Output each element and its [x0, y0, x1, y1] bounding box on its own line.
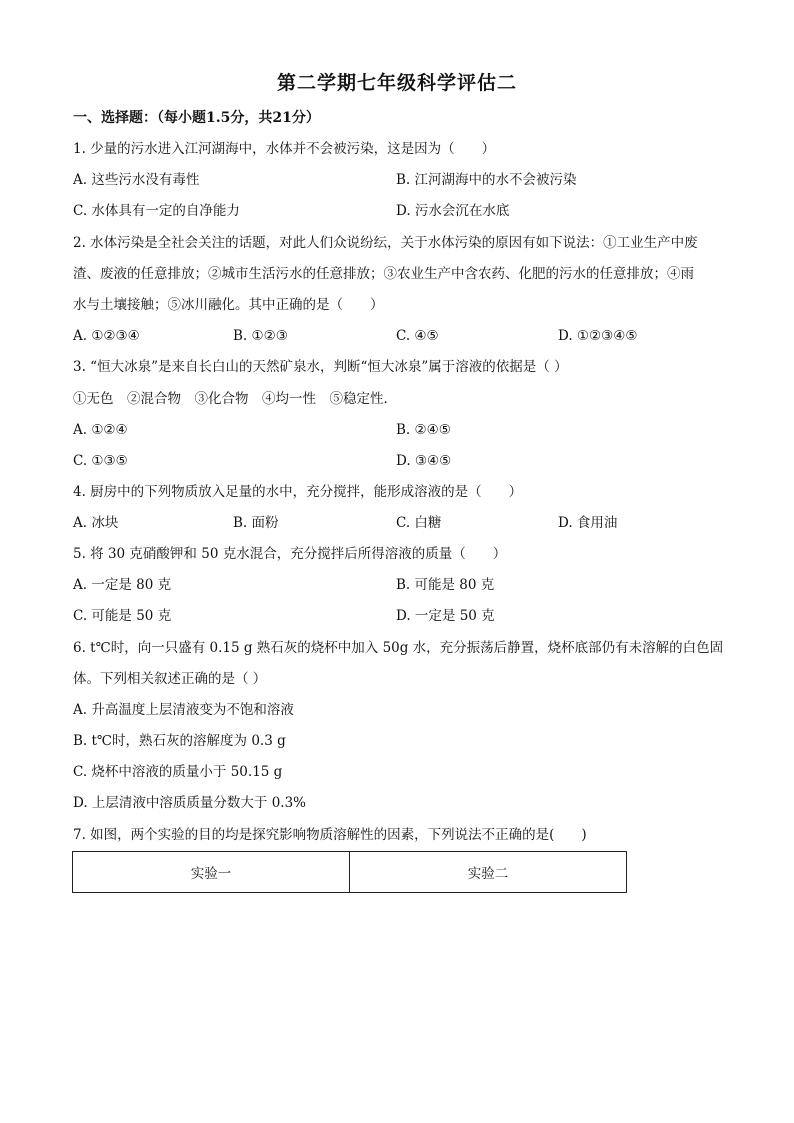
question-2-stem-line1: 2. 水体污染是全社会关注的话题，对此人们众说纷纭，关于水体污染的原因有如下说法：①工业生产中废 [73, 235, 698, 251]
q5-option-a: A. 一定是 80 克 [73, 577, 172, 593]
page-title: 第二学期七年级科学评估二 [276, 72, 517, 94]
q6-option-a: A. 升高温度上层清液变为不饱和溶液 [73, 702, 294, 718]
q2-option-c: C. ④⑤ [396, 328, 439, 344]
question-7-stem: 7. 如图，两个实验的目的均是探究影响物质溶解性的因素，下列说法不正确的是( ) [73, 827, 587, 843]
q6-option-c: C. 烧杯中溶液的质量小于 50.15 g [73, 764, 283, 780]
q2-option-b: B. ①②③ [233, 328, 288, 344]
q5-option-d: D. 一定是 50 克 [396, 608, 495, 624]
question-4-stem: 4. 厨房中的下列物质放入足量的水中，充分搅拌，能形成溶液的是（ ） [73, 484, 523, 500]
question-3-items: ①无色 ②混合物 ③化合物 ④均一性 ⑤稳定性． [73, 391, 397, 407]
question-6-stem-line1: 6. t℃时，向一只盛有 0.15 g 熟石灰的烧杯中加入 50g 水，充分振荡后静置，烧杯底部仍有未溶解的白色固 [73, 640, 724, 656]
q1-option-b: B. 江河湖海中的水不会被污染 [396, 172, 577, 188]
question-1-stem: 1. 少量的污水进入江河湖海中，水体并不会被污染，这是因为（ ） [73, 141, 496, 157]
q3-option-d: D. ③④⑤ [396, 453, 452, 469]
table-row [73, 852, 627, 893]
question-5-stem: 5. 将 30 克硝酸钾和 50 克水混合，充分搅拌后所得溶液的质量（ ） [73, 546, 507, 562]
table-header-experiment-1: 实验一 [73, 852, 350, 893]
q1-option-c: C. 水体具有一定的自净能力 [73, 203, 240, 219]
q4-option-c: C. 白糖 [396, 515, 442, 531]
q5-option-c: C. 可能是 50 克 [73, 608, 172, 624]
q6-option-b: B. t℃时，熟石灰的溶解度为 0.3 g [73, 733, 286, 749]
q2-option-d: D. ①②③④⑤ [558, 328, 638, 344]
q3-option-b: B. ②④⑤ [396, 422, 451, 438]
q1-option-d: D. 污水会沉在水底 [396, 203, 510, 219]
q3-option-a: A. ①②④ [73, 422, 128, 438]
question-2-stem-line2: 渣、废液的任意排放；②城市生活污水的任意排放；③农业生产中含农药、化肥的污水的任意排放；④雨 [73, 266, 694, 282]
question-6-stem-line2: 体。下列相关叙述正确的是（ ） [73, 671, 267, 687]
q4-option-b: B. 面粉 [233, 515, 279, 531]
q5-option-b: B. 可能是 80 克 [396, 577, 495, 593]
question-2-stem-line3: 水与土壤接触；⑤冰川融化。其中正确的是（ ） [73, 297, 384, 313]
table-header-experiment-2: 实验二 [350, 852, 627, 893]
q3-option-c: C. ①③⑤ [73, 453, 128, 469]
q4-option-d: D. 食用油 [558, 515, 618, 531]
section-heading: 一、选择题：（每小题1.5分，共21分） [73, 110, 320, 126]
q4-option-a: A. 冰块 [73, 515, 119, 531]
question-3-stem: 3. “恒大冰泉”是来自长白山的天然矿泉水，判断“恒大冰泉”属于溶液的依据是（ ） [73, 359, 568, 375]
q6-option-d: D. 上层清液中溶质质量分数大于 0.3% [73, 795, 307, 811]
q1-option-a: A. 这些污水没有毒性 [73, 172, 200, 188]
experiment-table [72, 851, 627, 893]
q2-option-a: A. ①②③④ [73, 328, 140, 344]
